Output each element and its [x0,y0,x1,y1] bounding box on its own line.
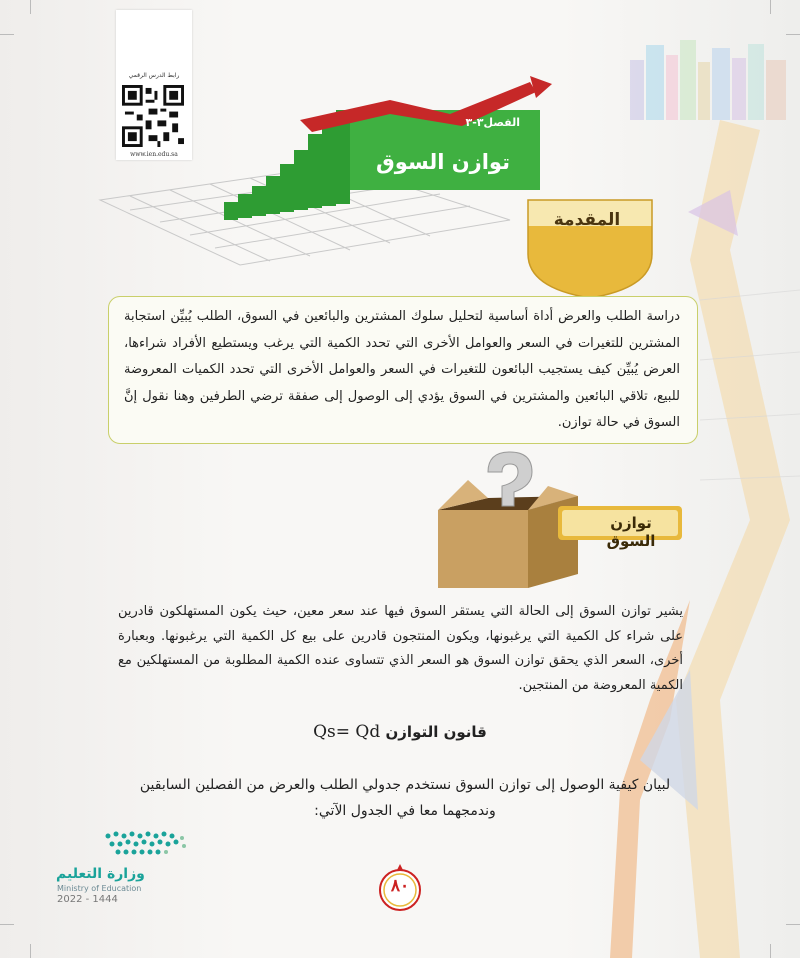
ministry-logo-icon [98,826,198,866]
ministry-year: 2022 - 1444 [57,894,118,905]
qr-label: رابط الدرس الرقمي [128,72,180,79]
intro-paragraph: دراسة الطلب والعرض أداة أساسية لتحليل سلوك المشترين والبائعين في السوق، الطلب يُبيِّن استجابة المشترين للتغيرات في السعر والعوامل الأخرى التي تحدد الكمية التي يرغب ويستطيع الأفراد شراءها، العرض يُبيِّن كيف يستجيب البائعون للتغيرات في السعر والعوامل الأخرى التي تحدد الكميات المعروضة للبيع، تلاقي البائعين والمشترين في السوق يؤدي إلى الوصول إلى صفقة ترضي الطرفين وهنا نقول إنَّ السوق في حالة توازن. [124,309,680,430]
crop-mark [30,944,31,958]
crop-mark [0,34,14,35]
law-label: قانون التوازن [385,723,487,741]
crop-mark [0,924,14,925]
law-formula: Qs= Qd [313,722,381,742]
qr-url: www.ien.edu.sa [130,151,178,158]
equilibrium-law [280,722,520,742]
closing-paragraph: لبيان كيفية الوصول إلى توازن السوق نستخدم جدولي الطلب والعرض من الفصلين السابقين وندمجهما معا في الجدول الآتي: [139,777,671,819]
market-heading: توازن السوق [606,514,656,550]
chapter-title: توازن السوق [376,150,510,174]
market-paragraph: يشير توازن السوق إلى الحالة التي يستقر السوق فيها عند سعر معين، حيث يكون المستهلكون قادرين على شراء كل الكمية التي يرغبونها، ويكون المنتجون قادرين على بيع كل الكمية التي يرغبونها. وبعبارة أخرى، السعر الذي يحقق توازن السوق هو السعر الذي تتساوى عنده الكمية المطلوبة من المستهلكين مع الكمية المعروضة من المنتجين. [118,604,683,693]
chapter-number: الفصل٣-٣ [465,116,520,129]
ministry-name-english: Ministry of Education [57,884,142,893]
page-number: ٨٠ [390,876,410,896]
intro-heading: المقدمة [553,210,621,230]
crop-mark [30,0,31,14]
ministry-name-arabic: وزارة التعليم [56,866,145,882]
